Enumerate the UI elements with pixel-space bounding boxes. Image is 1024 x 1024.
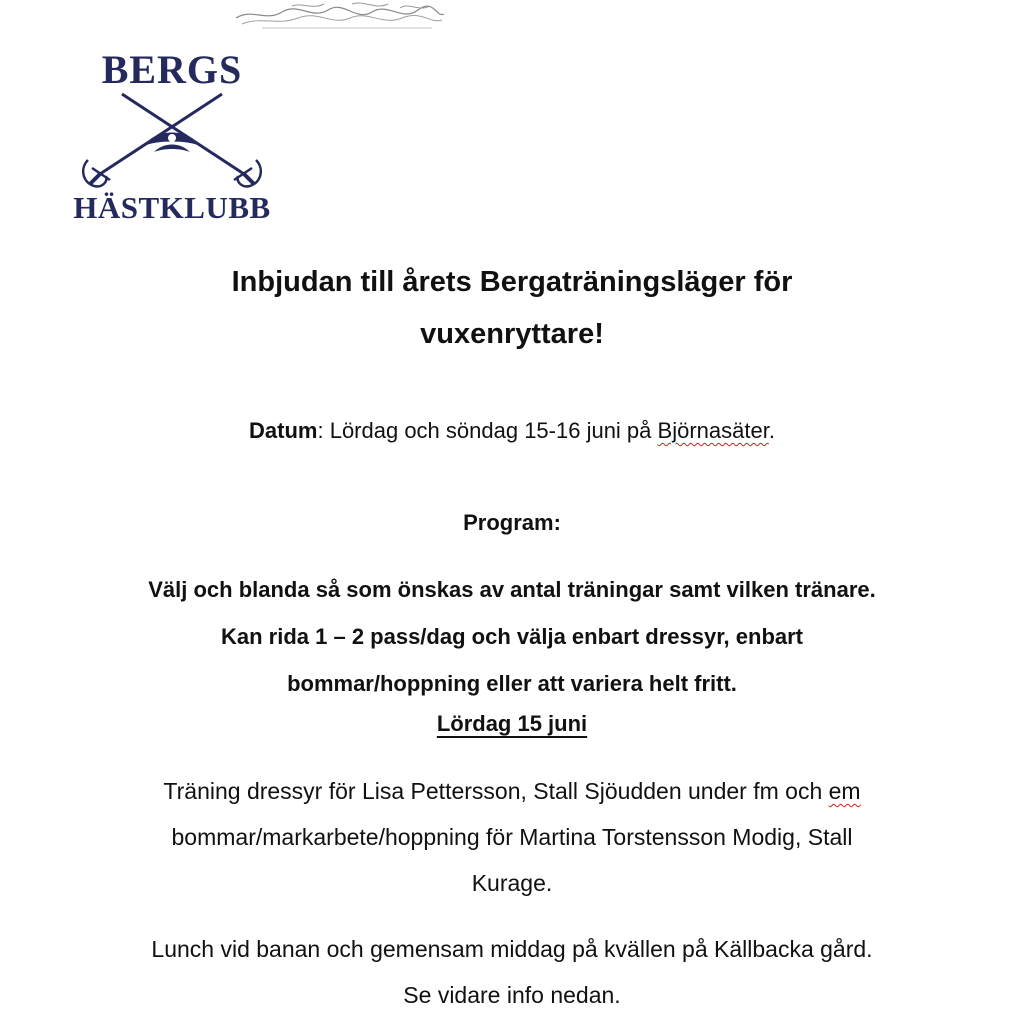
date-label: Datum — [249, 418, 318, 443]
date-end: . — [768, 418, 775, 443]
training-line-1-start: Träning dressyr för Lisa Pettersson, Stall Sjöudden under fm och — [163, 778, 829, 804]
date-text: : Lördag och söndag 15-16 juni på — [317, 418, 658, 443]
title-line-2: vuxenryttare! — [420, 318, 604, 350]
program-line-1: Välj och blanda så som önskas av antal träningar samt vilken tränare. — [148, 577, 876, 602]
logo-top-word: BERGS — [101, 47, 243, 92]
logo-bottom-word: HÄSTKLUBB — [73, 190, 271, 225]
program-description — [0, 566, 1024, 707]
page-title — [0, 256, 1024, 360]
training-line-1 — [0, 768, 1024, 814]
day-heading — [0, 704, 1024, 744]
lunch-description — [0, 926, 1024, 1018]
program-heading: Program: — [463, 510, 561, 535]
date-place: Björnasäter — [657, 418, 769, 443]
training-line-2: bommar/markarbete/hoppning för Martina Torstensson Modig, Stall — [171, 824, 853, 850]
date-line — [0, 411, 1024, 451]
program-line-2: Kan rida 1 – 2 pass/dag och välja enbart dressyr, enbart — [220, 624, 804, 649]
lunch-line-1: Lunch vid banan och gemensam middag på kvällen på Källbacka gård. — [151, 936, 873, 962]
day-heading-text: Lördag 15 juni — [436, 711, 588, 736]
crossed-sabres-icon — [70, 88, 274, 192]
training-line-1-end: em — [828, 778, 861, 804]
training-line-3: Kurage. — [471, 870, 553, 896]
club-logo — [70, 44, 274, 226]
title-line-1: Inbjudan till årets Bergaträningsläger för — [231, 266, 793, 298]
lunch-line-2: Se vidare info nedan. — [403, 982, 621, 1008]
training-description — [0, 768, 1024, 906]
top-decorative-sketch — [232, 0, 448, 30]
program-line-3: bommar/hoppning eller att variera helt fritt. — [287, 671, 737, 696]
